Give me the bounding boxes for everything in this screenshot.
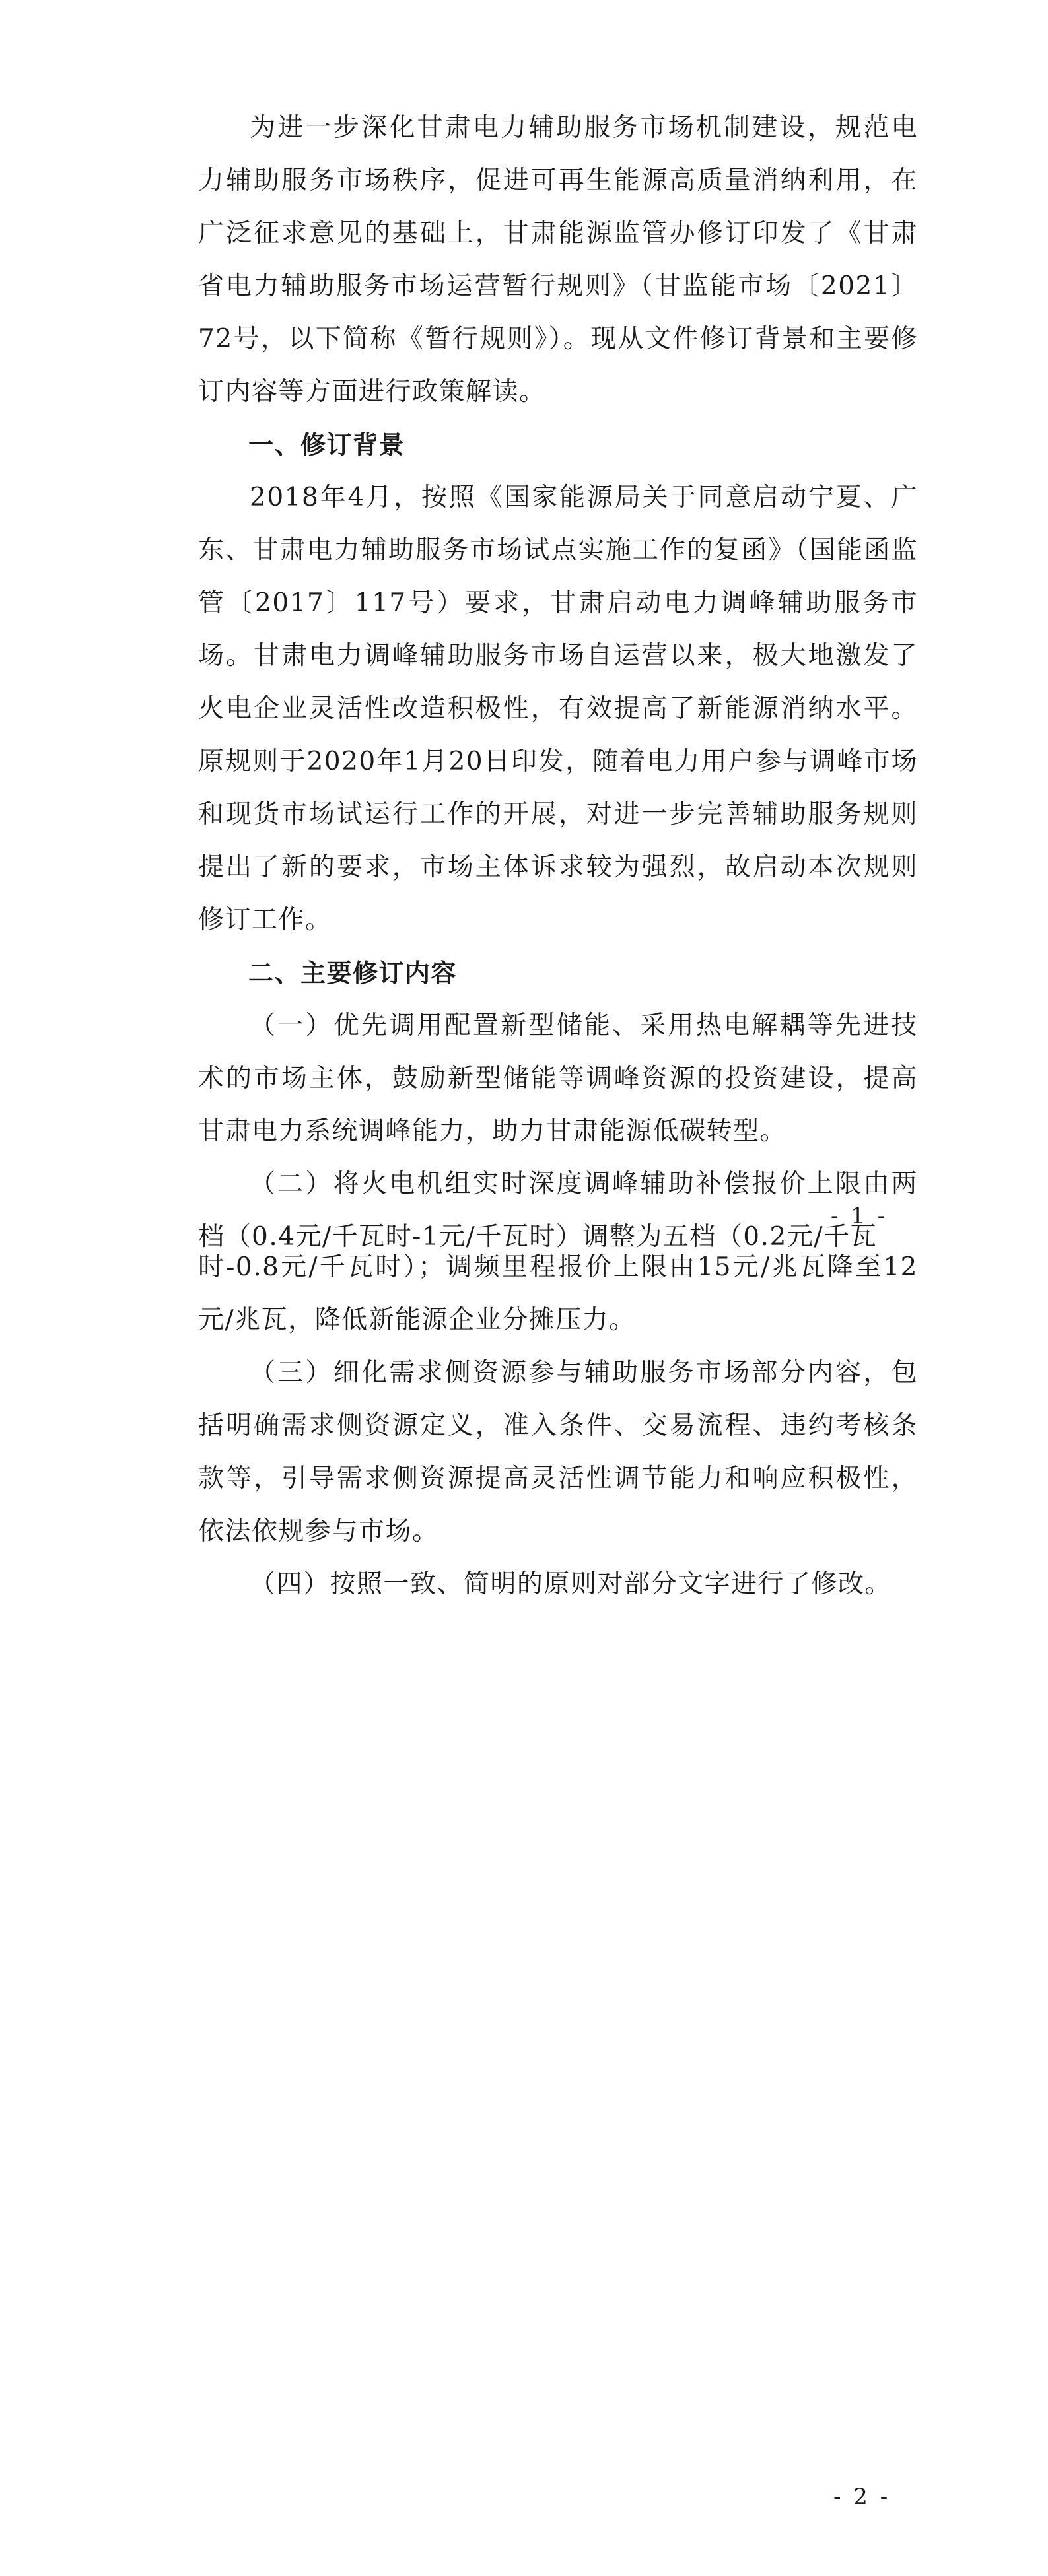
background-paragraph: 2018年4月，按照《国家能源局关于同意启动宁夏、广东、甘肃电力辅助服务市场试点实施工作的复函》（国能函监管〔2017〕117号）要求，甘肃启动电力调峰辅助服务市场。甘肃电力调峰辅助服务市场自运营以来，极大地激发了火电企业灵活性改造积极性，有效提高了新能源消纳水平。原规则于2020年1月20日印发，随着电力用户参与调峰市场和现货市场试运行工作的开展，对进一步完善辅助服务规则提出了新的要求，市场主体诉求较为强烈，故启动本次规则修订工作。 [198,483,918,935]
document-page-2 [0,1241,1048,2576]
document-page-1 [0,0,1048,1252]
section-heading-main-revisions: 二、主要修订内容 [248,959,458,988]
page-number: - 1 - [831,1203,888,1229]
revision-item-3: （三）细化需求侧资源参与辅助服务市场部分内容，包括明确需求侧资源定义，准入条件、交易流程、违约考核条款等，引导需求侧资源提高灵活性调节能力和响应积极性，依法依规参与市场。 [198,1358,918,1546]
revision-item-1: （一）优先调用配置新型储能、采用热电解耦等先进技术的市场主体，鼓励新型储能等调峰资源的投资建设，提高甘肃电力系统调峰能力，助力甘肃能源低碳转型。 [198,1011,918,1146]
intro-paragraph: 为进一步深化甘肃电力辅助服务市场机制建设，规范电力辅助服务市场秩序，促进可再生能源高质量消纳利用，在广泛征求意见的基础上，甘肃能源监管办修订印发了《甘肃省电力辅助服务市场运营暂行规则》（甘监能市场〔2021〕72号，以下简称《暂行规则》）。现从文件修订背景和主要修订内容等方面进行政策解读。 [198,113,918,407]
section-heading-background: 一、修订背景 [248,430,405,459]
page-2-body [198,1241,918,1611]
revision-item-4: （四）按照一致、简明的原则对部分文字进行了修改。 [250,1569,892,1599]
page-1-body [198,102,918,1264]
page-number: - 2 - [833,2484,891,2510]
revision-item-2-start: （二）将火电机组实时深度调峰辅助补偿报价上限由两档（0.4元/千瓦时-1元/千瓦时）调整为五档（0.2元/千瓦 [198,1169,918,1252]
revision-item-2-continued: 时-0.8元/千瓦时）；调频里程报价上限由15元/兆瓦降至12元/兆瓦，降低新能源企业分摊压力。 [198,1252,918,1335]
